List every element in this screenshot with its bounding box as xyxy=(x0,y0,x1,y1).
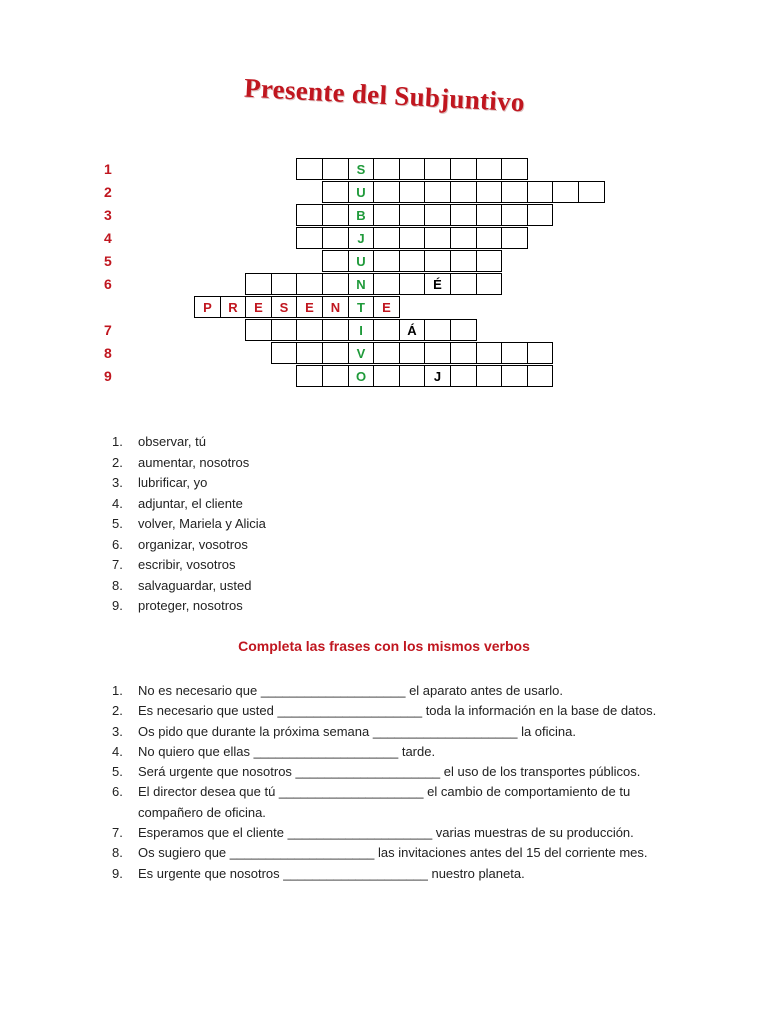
list-item: 6. El director desea que tú ____________________ el cambio de comportamiento de tu compañero de oficina. xyxy=(112,784,631,820)
crossword-cell[interactable] xyxy=(296,204,323,226)
crossword-cell[interactable] xyxy=(399,250,425,272)
crossword-cell[interactable] xyxy=(501,227,528,249)
crossword-cell[interactable] xyxy=(501,181,528,203)
crossword-cell[interactable] xyxy=(322,319,349,341)
crossword-cell[interactable] xyxy=(373,342,400,364)
crossword-cell[interactable]: E xyxy=(373,296,400,318)
crossword-cell[interactable]: N xyxy=(322,296,349,318)
list-item: 5. Será urgente que nosotros ____________________ el uso de los transportes públicos. xyxy=(112,764,641,780)
crossword-cell[interactable] xyxy=(450,273,477,295)
crossword-cell[interactable] xyxy=(476,158,502,180)
crossword-cell[interactable] xyxy=(322,273,349,295)
crossword-cell[interactable] xyxy=(424,250,451,272)
list-item: 7. escribir, vosotros xyxy=(112,557,236,572)
crossword-cell[interactable] xyxy=(578,181,605,203)
crossword-cell[interactable] xyxy=(399,342,425,364)
crossword-cell[interactable] xyxy=(450,342,477,364)
crossword-cell[interactable]: R xyxy=(220,296,246,318)
crossword-cell[interactable] xyxy=(373,250,400,272)
crossword-cell[interactable] xyxy=(552,181,579,203)
crossword-cell[interactable] xyxy=(450,227,477,249)
crossword-cell[interactable] xyxy=(373,204,400,226)
crossword-cell[interactable] xyxy=(322,204,349,226)
crossword-cell[interactable] xyxy=(373,181,400,203)
crossword-cell[interactable]: E xyxy=(245,296,272,318)
page-title xyxy=(0,72,768,118)
crossword-cell[interactable] xyxy=(424,319,451,341)
crossword-cell[interactable] xyxy=(399,181,425,203)
crossword-cell[interactable]: É xyxy=(424,273,451,295)
crossword-cell[interactable]: P xyxy=(194,296,221,318)
crossword-cell[interactable] xyxy=(399,158,425,180)
crossword-cell[interactable] xyxy=(322,342,349,364)
list-item: 2. aumentar, nosotros xyxy=(112,454,250,470)
section-subtitle: Completa las frases con los mismos verbos xyxy=(238,638,530,654)
crossword-cell[interactable] xyxy=(424,342,451,364)
list-item: 8. salvaguardar, usted xyxy=(112,577,252,593)
crossword-cell[interactable]: Á xyxy=(399,319,425,341)
crossword-cell[interactable]: E xyxy=(296,296,323,318)
crossword-cell[interactable] xyxy=(476,273,502,295)
crossword-cell[interactable]: J xyxy=(424,365,451,387)
crossword-cell[interactable]: U xyxy=(348,250,374,272)
crossword-cell[interactable] xyxy=(476,365,502,387)
row-number: 7 xyxy=(104,322,112,338)
crossword-cell[interactable] xyxy=(450,250,477,272)
row-number: 3 xyxy=(104,207,112,223)
row-number: 1 xyxy=(104,161,112,177)
list-item: 4. No quiero que ellas ____________________ tarde. xyxy=(112,743,436,759)
crossword-cell[interactable] xyxy=(424,158,451,180)
list-item: 8. Os sugiero que ____________________ las invitaciones antes del 15 del corriente mes. xyxy=(112,845,648,861)
crossword-cell[interactable] xyxy=(399,227,425,249)
crossword-cell[interactable] xyxy=(296,342,323,364)
crossword-cell[interactable] xyxy=(271,319,297,341)
crossword-cell[interactable] xyxy=(373,158,400,180)
list-item: 4. adjuntar, el cliente xyxy=(112,495,243,511)
crossword-cell[interactable] xyxy=(245,319,272,341)
crossword-cell[interactable]: O xyxy=(348,365,374,387)
crossword-cell[interactable] xyxy=(450,204,477,226)
title-text: Presente del Subjuntivo xyxy=(242,72,526,118)
crossword-cell[interactable] xyxy=(424,227,451,249)
crossword-cell[interactable] xyxy=(450,319,477,341)
row-number: 2 xyxy=(104,184,112,200)
row-number: 9 xyxy=(104,368,112,384)
crossword-cell[interactable]: U xyxy=(348,181,374,203)
crossword-cell[interactable]: N xyxy=(348,273,374,295)
crossword-cell[interactable] xyxy=(399,273,425,295)
crossword-cell[interactable] xyxy=(296,227,323,249)
crossword-cell[interactable]: V xyxy=(348,342,374,364)
list-item: 3. lubrificar, yo xyxy=(112,475,208,490)
crossword-cell[interactable] xyxy=(527,342,553,364)
crossword-cell[interactable]: J xyxy=(348,227,374,249)
list-item: 5. volver, Mariela y Alicia xyxy=(112,516,266,531)
crossword-cell[interactable] xyxy=(450,181,477,203)
crossword-cell[interactable] xyxy=(296,365,323,387)
crossword-cell[interactable] xyxy=(373,365,400,387)
crossword-cell[interactable] xyxy=(271,273,297,295)
crossword-cell[interactable] xyxy=(450,158,477,180)
crossword-cell[interactable] xyxy=(322,365,349,387)
row-number: 6 xyxy=(104,276,112,292)
crossword-cell[interactable] xyxy=(476,204,502,226)
row-number: 5 xyxy=(104,253,112,269)
crossword-cell[interactable] xyxy=(399,365,425,387)
crossword-cell[interactable]: I xyxy=(348,319,374,341)
crossword-cell[interactable] xyxy=(501,204,528,226)
crossword-cell[interactable] xyxy=(296,319,323,341)
list-item: 2. Es necesario que usted ____________________ toda la información en la base de datos. xyxy=(112,703,657,719)
list-item: 6. organizar, vosotros xyxy=(112,536,248,552)
crossword-cell[interactable] xyxy=(296,273,323,295)
crossword-cell[interactable] xyxy=(399,204,425,226)
crossword-cell[interactable] xyxy=(373,319,400,341)
crossword-cell[interactable] xyxy=(424,204,451,226)
list-item: 3. Os pido que durante la próxima semana ____________________ la oficina. xyxy=(112,723,576,739)
crossword-cell[interactable] xyxy=(424,181,451,203)
verb-list xyxy=(112,432,266,617)
crossword-cell[interactable] xyxy=(527,181,553,203)
list-item: 9. proteger, nosotros xyxy=(112,598,243,613)
crossword-cell[interactable] xyxy=(450,365,477,387)
sentence-list xyxy=(112,681,658,884)
crossword-cell[interactable] xyxy=(476,342,502,364)
list-item: 1. observar, tú xyxy=(112,434,206,449)
crossword-cell[interactable] xyxy=(527,365,553,387)
crossword-cell[interactable] xyxy=(322,158,349,180)
list-item: 1. No es necesario que ____________________ el aparato antes de usarlo. xyxy=(112,683,564,698)
crossword-cell[interactable] xyxy=(476,227,502,249)
crossword-cell[interactable] xyxy=(501,158,528,180)
crossword-cell[interactable] xyxy=(296,158,323,180)
crossword-cell[interactable] xyxy=(245,273,272,295)
crossword-cell[interactable] xyxy=(271,342,297,364)
crossword-cell[interactable] xyxy=(476,181,502,203)
crossword-cell[interactable]: S xyxy=(271,296,297,318)
crossword-cell[interactable]: T xyxy=(348,296,374,318)
crossword-cell[interactable] xyxy=(476,250,502,272)
crossword-cell[interactable] xyxy=(322,181,349,203)
crossword-cell[interactable] xyxy=(373,273,400,295)
crossword-cell[interactable] xyxy=(501,342,528,364)
list-item: 7. Esperamos que el cliente ____________________ varias muestras de su producción. xyxy=(112,825,634,841)
row-number: 4 xyxy=(104,230,112,246)
crossword-cell[interactable] xyxy=(373,227,400,249)
crossword-cell[interactable] xyxy=(527,204,553,226)
crossword-cell[interactable]: B xyxy=(348,204,374,226)
row-number: 8 xyxy=(104,345,112,361)
list-item: 9. Es urgente que nosotros ____________________ nuestro planeta. xyxy=(112,865,525,881)
crossword-cell[interactable]: S xyxy=(348,158,374,180)
crossword-cell[interactable] xyxy=(501,365,528,387)
crossword-cell[interactable] xyxy=(322,250,349,272)
crossword-cell[interactable] xyxy=(322,227,349,249)
